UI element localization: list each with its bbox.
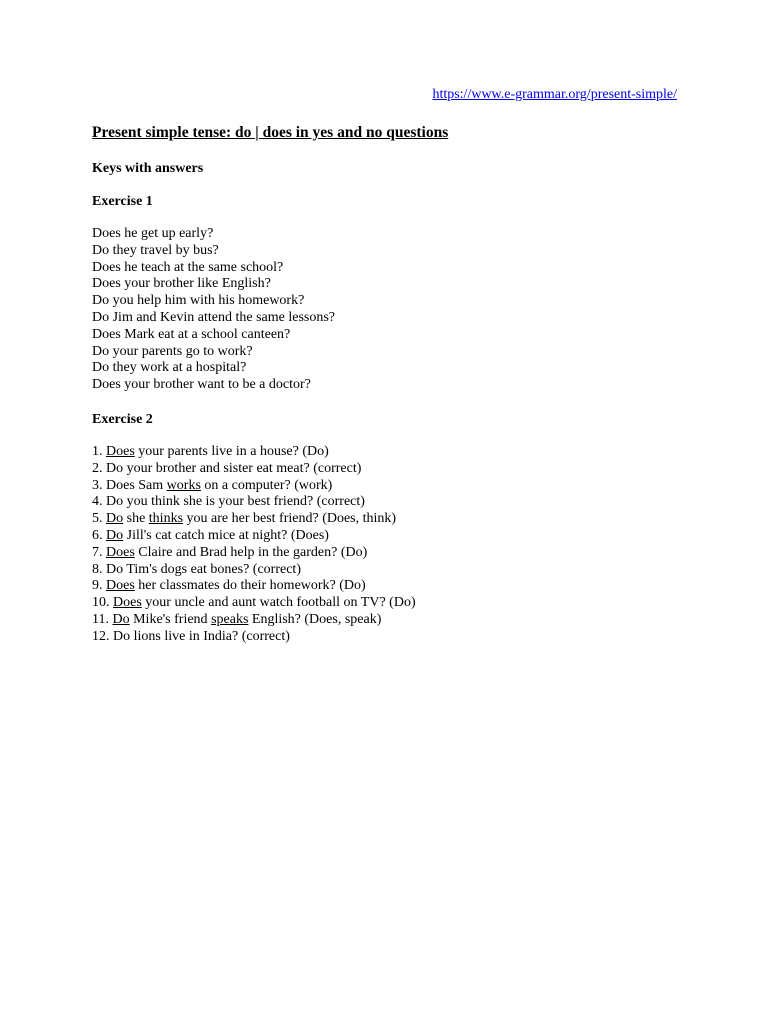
answer-text: on a computer? (work) (200, 477, 333, 493)
answer-line (92, 612, 416, 629)
source-url-link[interactable]: https://www.e-grammar.org/present-simple/ (432, 87, 677, 102)
exercise-1-answers (92, 226, 335, 394)
corrected-word: Do (112, 611, 130, 627)
answer-line (92, 629, 416, 646)
exercise-2-heading: Exercise 2 (92, 412, 153, 427)
answer-line (92, 461, 416, 478)
corrected-word: Does (113, 595, 142, 611)
exercise-2-answers (92, 444, 416, 646)
answer-line (92, 595, 416, 612)
corrected-word: Does (106, 544, 135, 560)
answer-line (92, 478, 416, 495)
answer-text: 6. (92, 527, 106, 543)
answer-text: your uncle and aunt watch football on TV? (Do) (141, 595, 416, 611)
answer-text: Jill's cat catch mice at night? (Does) (123, 527, 329, 543)
corrected-word: Does (106, 578, 135, 594)
answer-line: Do your parents go to work? (92, 343, 253, 359)
answer-text: 4. Do you think she is your best friend? (correct) (92, 494, 365, 510)
answer-line: Does Mark eat at a school canteen? (92, 326, 291, 342)
answer-text: 8. Do Tim's dogs eat bones? (correct) (92, 561, 301, 577)
answer-text: 10. (92, 595, 113, 611)
corrected-word: Does (106, 444, 135, 459)
answer-line (92, 578, 416, 595)
answer-text: 11. (92, 611, 113, 627)
answer-text: 2. Do your brother and sister eat meat? (correct) (92, 460, 362, 476)
answer-text: 5. (92, 511, 106, 527)
answer-line: Does your brother want to be a doctor? (92, 377, 311, 393)
answer-text: 9. (92, 578, 106, 594)
answer-line: Does your brother like English? (92, 276, 271, 292)
answer-line: Do Jim and Kevin attend the same lessons? (92, 309, 336, 325)
keys-heading: Keys with answers (92, 161, 204, 176)
answer-line (92, 511, 416, 528)
page-title: Present simple tense: do | does in yes and no questions (92, 124, 449, 141)
answer-text: you are her best friend? (Does, think) (183, 511, 397, 527)
answer-line: Do you help him with his homework? (92, 293, 305, 309)
answer-text: Mike's friend (129, 611, 212, 627)
answer-text: she (123, 511, 149, 527)
answer-text: 1. (92, 444, 106, 459)
corrected-word: speaks (211, 611, 249, 627)
answer-text: Claire and Brad help in the garden? (Do) (134, 544, 368, 560)
answer-text: her classmates do their homework? (Do) (134, 578, 366, 594)
answer-text: 12. Do lions live in India? (correct) (92, 628, 290, 644)
answer-line (92, 494, 416, 511)
answer-line (92, 528, 416, 545)
answer-line (92, 444, 416, 461)
corrected-word: works (166, 477, 201, 493)
corrected-word: Do (106, 511, 124, 527)
answer-line: Does he get up early? (92, 226, 214, 241)
answer-line: Do they work at a hospital? (92, 360, 247, 376)
answer-text: 7. (92, 544, 106, 560)
answer-line (92, 545, 416, 562)
answer-text: 3. Does Sam (92, 477, 167, 493)
answer-text: your parents live in a house? (Do) (134, 444, 329, 459)
answer-line (92, 562, 416, 579)
corrected-word: Do (106, 527, 124, 543)
answer-line: Do they travel by bus? (92, 242, 219, 258)
corrected-word: thinks (148, 511, 184, 527)
answer-text: English? (Does, speak) (248, 611, 382, 627)
exercise-1-heading: Exercise 1 (92, 194, 153, 209)
answer-line: Does he teach at the same school? (92, 259, 284, 275)
